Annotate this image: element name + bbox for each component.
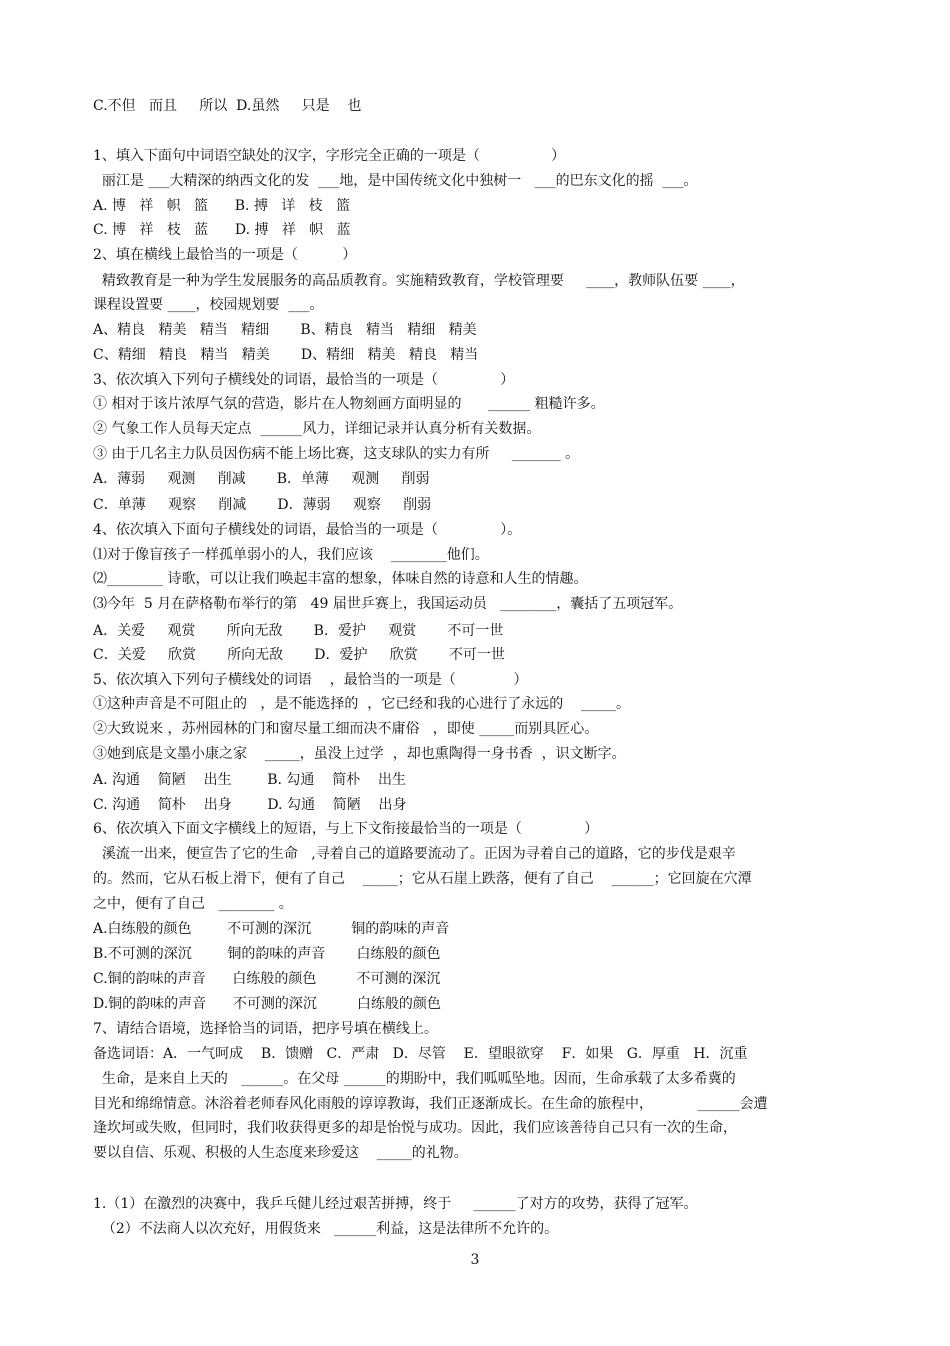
text-line: ②大致说来 ，苏州园林的门和窗尽量工细而决不庸俗 ，即使 _____而别具匠心。 — [93, 721, 599, 737]
text-line: 溪流一出来，便宣告了它的生命 ,寻着自己的道路要流动了。正因为寻着自己的道路，它的步伐是艰辛 — [93, 846, 736, 862]
text-line: 备选词语：A．一气呵成 B．馈赠 C．严肃 D．尽管 E．望眼欲穿 F．如果 G．厚重 H．沉重 — [93, 1046, 748, 1062]
text-line: ② 气象工作人员每天定点 ______风力，详细记录并认真分析有关数据。 — [93, 421, 541, 437]
option-line: A.白练般的颜色 不可测的深沉 铜的韵味的声音 — [93, 921, 450, 937]
text-line: 的。然而，它从石板上滑下，便有了自己 _____；它从石崖上跌落，便有了自己 ______；它回旋在穴潭 — [93, 871, 752, 887]
option-line: C．单薄 观察 削减 D．薄弱 观察 削弱 — [93, 497, 432, 513]
question-2-stem: 2、填在横线上最恰当的一项是（ ） — [93, 247, 357, 263]
option-line: A．关爱 观赏 所向无敌 B．爱护 观赏 不可一世 — [93, 623, 504, 639]
text-line: 精致教育是一种为学生发展服务的高品质教育。实施精致教育，学校管理要 ____，教师队伍要 ____， — [93, 273, 745, 289]
text-line: 丽江是 ___大精深的纳西文化的发 ___地，是中国传统文化中独树一 ___的巴东文化的摇 ___。 — [93, 173, 698, 189]
option-line: D.铜的韵味的声音 不可测的深沉 白练般的颜色 — [93, 996, 441, 1012]
text-line: 课程设置要 ____，校园规划要 ___。 — [93, 297, 324, 313]
question-1-stem: 1、填入下面句中词语空缺处的汉字，字形完全正确的一项是（ ） — [93, 148, 566, 164]
text-line: 之中，便有了自己 ________ 。 — [93, 896, 293, 912]
option-line: A. 博 祥 帜 篮 B. 搏 详 枝 篮 — [93, 198, 351, 214]
text-line: ③她到底是文墨小康之家 _____，虽没上过学 ，却也熏陶得一身书香 ，识文断字。 — [93, 746, 626, 762]
text-line: C.不但 而且 所以 D.虽然 只是 也 — [93, 98, 362, 114]
question-3-stem: 3、依次填入下列句子横线处的词语，最恰当的一项是（ ） — [93, 372, 515, 388]
option-line: A、精良 精美 精当 精细 B、精良 精当 精细 精美 — [93, 322, 477, 338]
option-line: C. 博 祥 枝 蓝 D. 搏 祥 帜 蓝 — [93, 222, 351, 238]
option-line: C．关爱 欣赏 所向无敌 D．爱护 欣赏 不可一世 — [93, 647, 505, 663]
option-line: A. 沟通 简陋 出生 B. 勾通 简朴 出生 — [93, 772, 407, 788]
text-line: 生命，是来自上天的 ______。在父母 ______的期盼中，我们呱呱坠地。因而，生命承载了太多希冀的 — [93, 1071, 736, 1087]
text-line: 逢坎坷或失败，但同时，我们收获得更多的却是怡悦与成功。因此，我们应该善待自己只有一次的生命， — [93, 1120, 737, 1136]
option-line: B.不可测的深沉 铜的韵味的声音 白练般的颜色 — [93, 946, 441, 962]
question-5-stem: 5、依次填入下列句子横线处的词语 ，最恰当的一项是（ ） — [93, 672, 528, 688]
text-line: ①这种声音是不可阻止的 ，是不能选择的 ，它已经和我的心进行了永远的 _____。 — [93, 696, 631, 712]
text-line: 目光和绵绵情意。沐浴着老师春风化雨般的谆谆教诲，我们正逐渐成长。在生命的旅程中， ______会遭 — [93, 1096, 768, 1112]
exercise-item: 1.（1）在激烈的决赛中，我乒乓健儿经过艰苦拼搏，终于 ______了对方的攻势，获得了冠军。 — [93, 1196, 698, 1212]
text-line: ⑶今年 5 月在萨格勒布举行的第 49 届世乒赛上，我国运动员 ________，囊括了五项冠军。 — [93, 596, 683, 612]
text-line: ① 相对于该片浓厚气氛的营造，影片在人物刻画方面明显的 ______ 粗糙许多。 — [93, 396, 605, 412]
option-line: C.铜的韵味的声音 白练般的颜色 不可测的深沉 — [93, 971, 441, 987]
text-line: ③ 由于几名主力队员因伤病不能上场比赛，这支球队的实力有所 _______ 。 — [93, 446, 580, 462]
question-4-stem: 4、依次填入下面句子横线处的词语，最恰当的一项是（ ）。 — [93, 522, 522, 538]
text-line: 要以自信、乐观、积极的人生态度来珍爱这 _____的礼物。 — [93, 1145, 468, 1161]
question-7-stem: 7、请结合语境，选择恰当的词语，把序号填在横线上。 — [93, 1021, 438, 1037]
option-line: C、精细 精良 精当 精美 D、精细 精美 精良 精当 — [93, 347, 479, 363]
question-6-stem: 6、依次填入下面文字横线上的短语，与上下文衔接最恰当的一项是（ ） — [93, 821, 599, 837]
option-line: A．薄弱 观测 削减 B．单薄 观测 削弱 — [93, 471, 430, 487]
option-line: C. 沟通 简朴 出身 D. 勾通 简陋 出身 — [93, 797, 407, 813]
text-line: ⑴对于像盲孩子一样孤单弱小的人，我们应该 ________他们。 — [93, 547, 489, 563]
exercise-item: （2）不法商人以次充好，用假货来 ______利益，这是法律所不允许的。 — [93, 1221, 559, 1237]
page-number: 3 — [470, 1252, 480, 1268]
text-line: ⑵________ 诗歌，可以让我们唤起丰富的想象，体味自然的诗意和人生的情趣。 — [93, 571, 588, 587]
